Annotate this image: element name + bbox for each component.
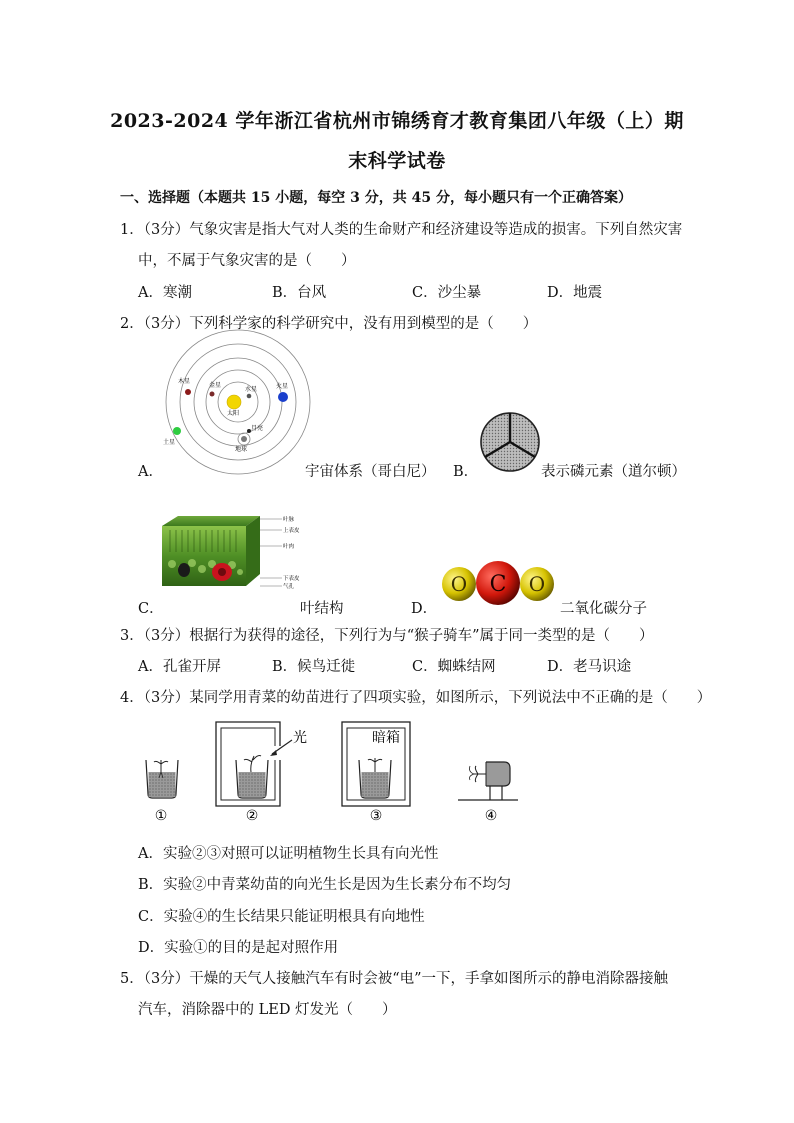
co2-molecule-figure xyxy=(439,560,559,608)
seedling-experiment-figure xyxy=(140,716,520,824)
q2-option-b-text: 表示磷元素（道尔顿） xyxy=(541,464,686,480)
q1-option-b[interactable]: B．台风 xyxy=(272,285,327,301)
solar-system-figure xyxy=(160,340,310,460)
leaf-structure-figure xyxy=(160,516,310,596)
exp-number-4: ④ xyxy=(484,808,498,824)
q3-option-b[interactable]: B．候鸟迁徙 xyxy=(272,659,356,675)
phosphorus-symbol-figure xyxy=(479,411,541,473)
exp-number-2: ② xyxy=(245,808,259,824)
leaf-label-vein: 叶脉 xyxy=(283,517,295,523)
leaf-label-lower-epidermis: 下表皮 xyxy=(283,576,300,582)
label-moon: 月亮 xyxy=(251,425,264,432)
q3-option-c[interactable]: C．蜘蛛结网 xyxy=(412,659,496,675)
q1-option-c[interactable]: C．沙尘暴 xyxy=(412,285,482,301)
label-jupiter: 木星 xyxy=(178,378,191,385)
exp-number-3: ③ xyxy=(369,808,383,824)
exam-title-line2: 末科学试卷 xyxy=(348,150,446,172)
q2-option-c-text: 叶结构 xyxy=(300,601,344,617)
label-venus: 金星 xyxy=(209,382,222,389)
q2-option-b-letter[interactable]: B． xyxy=(453,464,479,480)
q3-stem: 3．（3分）根据行为获得的途径，下列行为与“猴子骑车”属于同一类型的是（ ） xyxy=(120,628,654,644)
q2-option-a-letter[interactable]: A． xyxy=(138,464,163,480)
q1-option-a[interactable]: A．寒潮 xyxy=(138,285,192,301)
q3-option-d[interactable]: D．老马识途 xyxy=(547,659,632,675)
q4-option-b[interactable]: B．实验②中青菜幼苗的向光生长是因为生长素分布不均匀 xyxy=(138,877,512,893)
label-mars: 火星 xyxy=(276,383,289,390)
label-sun: 太阳 xyxy=(227,410,240,417)
label-saturn: 土星 xyxy=(163,439,176,446)
q1-option-d[interactable]: D．地震 xyxy=(547,285,603,301)
atom-c: C xyxy=(489,572,507,597)
leaf-label-mesophyll: 叶肉 xyxy=(283,544,295,550)
light-label: 光 xyxy=(293,730,307,746)
q4-option-c[interactable]: C．实验④的生长结果只能证明根具有向地性 xyxy=(138,909,425,925)
q5-stem-line2: 汽车，消除器中的 LED 灯发光（ ） xyxy=(138,1002,397,1018)
q4-stem: 4．（3分）某同学用青菜的幼苗进行了四项实验，如图所示，下列说法中不正确的是（ ） xyxy=(120,690,712,706)
q1-stem-line1: 1．（3分）气象灾害是指大气对人类的生命财产和经济建设等造成的损害。下列自然灾害 xyxy=(120,222,683,238)
leaf-label-stoma: 气孔 xyxy=(283,584,295,590)
atom-o-left: O xyxy=(450,572,468,596)
q1-stem-line2: 中，不属于气象灾害的是（ ） xyxy=(138,253,356,269)
label-earth: 地球 xyxy=(235,446,248,453)
exam-title-line1: 2023-2024 学年浙江省杭州市锦绣育才教育集团八年级（上）期 xyxy=(110,110,684,132)
q2-option-d-text: 二氧化碳分子 xyxy=(560,601,647,617)
leaf-label-upper-epidermis: 上表皮 xyxy=(283,528,300,534)
dark-box-label: 暗箱 xyxy=(372,730,400,746)
q3-option-a[interactable]: A．孔雀开屏 xyxy=(138,659,221,675)
q2-option-a-text: 宇宙体系（哥白尼） xyxy=(305,464,436,480)
q2-option-d-letter[interactable]: D． xyxy=(411,601,438,617)
q5-stem-line1: 5．（3分）干燥的天气人接触汽车有时会被“电”一下，手拿如图所示的静电消除器接触 xyxy=(120,971,669,987)
exp-number-1: ① xyxy=(154,808,168,824)
q2-stem: 2．（3分）下列科学家的科学研究中，没有用到模型的是（ ） xyxy=(120,316,538,332)
q4-option-d[interactable]: D．实验①的目的是起对照作用 xyxy=(138,940,339,956)
section-heading: 一、选择题（本题共 15 小题，每空 3 分，共 45 分，每小题只有一个正确答案） xyxy=(120,190,632,206)
q2-option-c-letter[interactable]: C． xyxy=(138,601,164,617)
q4-option-a[interactable]: A．实验②③对照可以证明植物生长具有向光性 xyxy=(138,846,439,862)
atom-o-right: O xyxy=(528,572,546,596)
label-mercury: 水星 xyxy=(245,386,258,393)
